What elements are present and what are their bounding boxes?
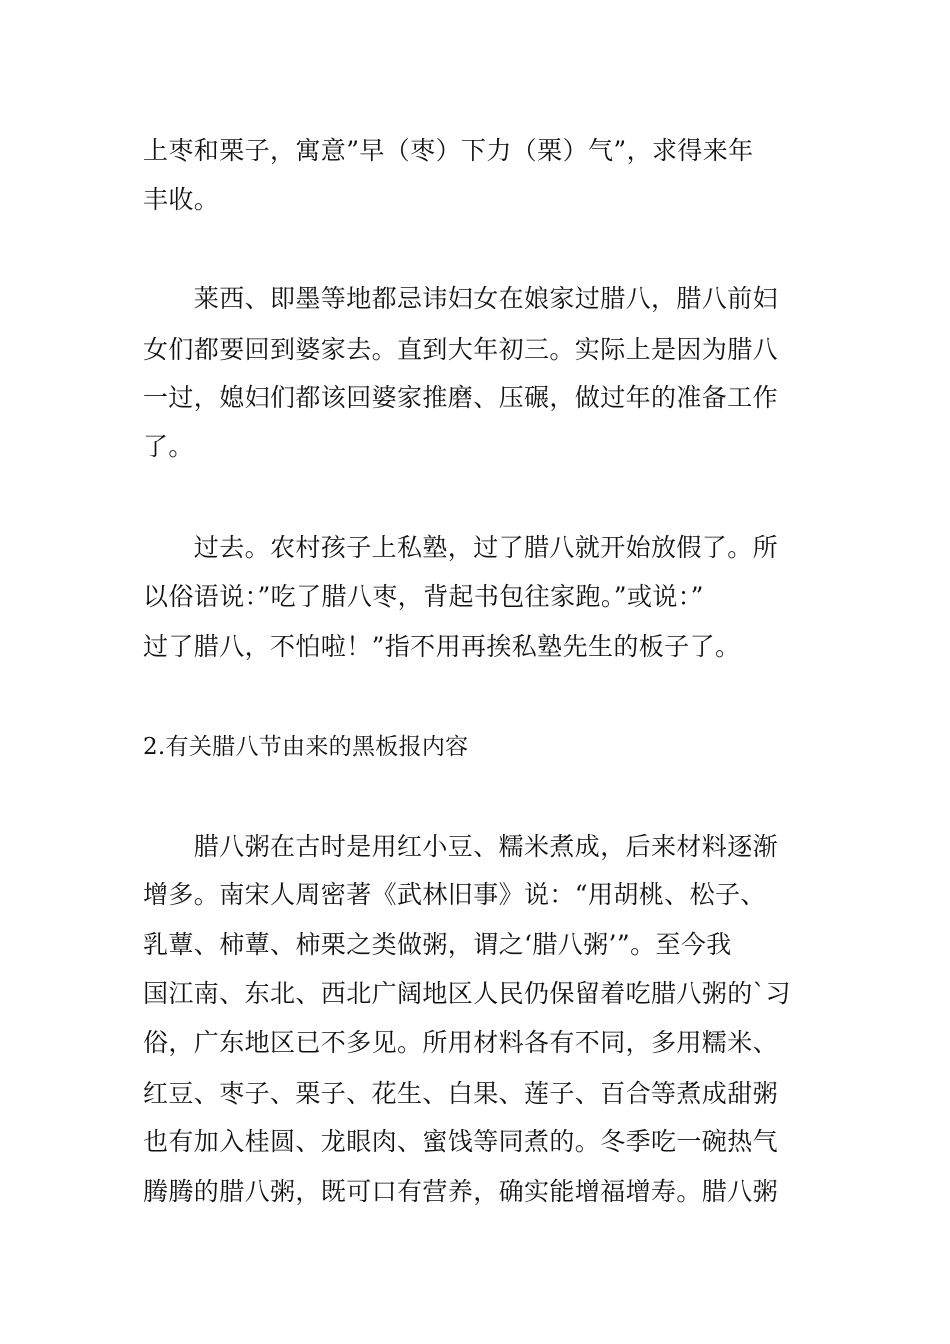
text-line: 女们都要回到婆家去。直到大年初三。实际上是因为腊八 [143, 335, 779, 364]
text-line: 以俗语说：”吃了腊八枣，背起书包往家跑。”或说：” [143, 582, 704, 611]
text-line: 丰收。 [143, 185, 220, 214]
text-line: 腊八粥在古时是用红小豆、糯米煮成，后来材料逐渐 [143, 832, 779, 861]
text-line: 上枣和栗子，寓意”早（枣）下力（栗）气”，求得来年 [143, 136, 754, 165]
text-line: 一过，媳妇们都该回婆家推磨、压碾，做过年的准备工作 [143, 383, 779, 412]
text-line: 国江南、东北、西北广阔地区人民仍保留着吃腊八粥的`习 [143, 979, 791, 1008]
text-line: 增多。南宋人周密著《武林旧事》说：“用胡桃、松子、 [143, 880, 766, 909]
section-heading: 2.有关腊八节由来的黑板报内容 [143, 734, 469, 760]
text-line: 腾腾的腊八粥，既可口有营养，确实能增福增寿。腊八粥 [143, 1177, 779, 1206]
text-line: 莱西、即墨等地都忌讳妇女在娘家过腊八，腊八前妇 [143, 284, 779, 313]
text-line: 过了腊八，不怕啦！”指不用再挨私塾先生的板子了。 [143, 632, 741, 661]
text-line: 俗，广东地区已不多见。所用材料各有不同，多用糯米、 [143, 1028, 779, 1057]
text-line: 红豆、枣子、栗子、花生、白果、莲子、百合等煮成甜粥 [143, 1079, 779, 1108]
text-line: 了。 [143, 432, 194, 461]
text-line: 也有加入桂圆、龙眼肉、蜜饯等同煮的。冬季吃一碗热气 [143, 1127, 779, 1156]
text-line: 过去。农村孩子上私塾，过了腊八就开始放假了。所 [143, 533, 779, 562]
text-line: 乳蕈、柿蕈、柿栗之类做粥，谓之‘腊八粥’”。至今我 [143, 930, 732, 959]
